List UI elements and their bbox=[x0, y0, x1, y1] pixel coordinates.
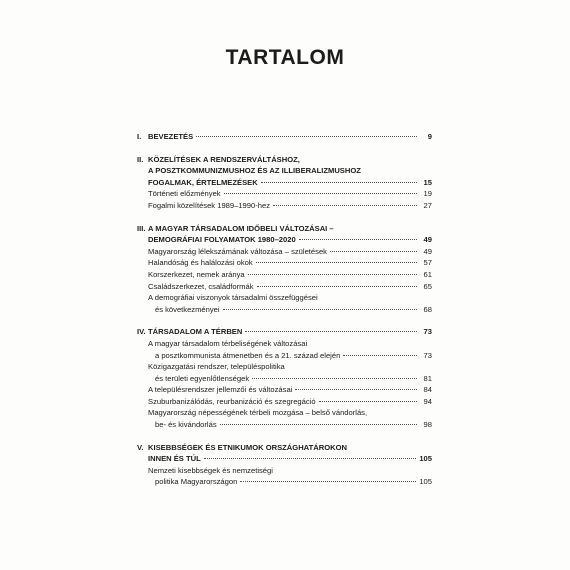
toc-page-number: 81 bbox=[423, 373, 432, 383]
toc-entry-text: Magyarország lélekszámának változása – születések bbox=[148, 246, 327, 256]
dot-leader bbox=[240, 481, 416, 482]
toc-entry-text: Magyarország népességének térbeli mozgása – belső vándorlás, bbox=[148, 408, 368, 418]
dot-leader bbox=[330, 251, 417, 252]
toc-entry bbox=[137, 407, 432, 419]
toc-section bbox=[137, 154, 432, 212]
toc-entry-text: TÁRSADALOM A TÉRBEN bbox=[148, 327, 243, 337]
toc-entry bbox=[137, 338, 432, 350]
dot-leader bbox=[273, 205, 417, 206]
toc-section-heading bbox=[137, 154, 432, 166]
toc-entry-text: Nemzeti kisebbségek és nemzetiségi bbox=[148, 465, 273, 475]
toc-page-number: 94 bbox=[423, 396, 432, 406]
dot-leader bbox=[256, 262, 417, 263]
dot-leader bbox=[299, 239, 417, 240]
dot-leader bbox=[252, 378, 417, 379]
toc-page-number: 84 bbox=[423, 385, 432, 395]
toc-entry-text: KÖZELÍTÉSEK A RENDSZERVÁLTÁSHOZ, bbox=[148, 154, 300, 164]
toc-entry-text: A POSZTKOMMUNIZMUSHOZ ÉS AZ ILLIBERALIZMUSHOZ bbox=[148, 166, 361, 176]
dot-leader bbox=[295, 389, 417, 390]
dot-leader bbox=[257, 286, 417, 287]
toc-section bbox=[137, 223, 432, 316]
toc-page-number: 15 bbox=[423, 177, 432, 187]
toc-section bbox=[137, 131, 432, 143]
section-numeral: II. bbox=[137, 154, 144, 164]
toc-entry bbox=[137, 465, 432, 477]
section-numeral: I. bbox=[137, 132, 142, 141]
toc-entry-text: BEVEZETÉS bbox=[148, 132, 194, 141]
toc-section-heading bbox=[137, 442, 432, 454]
section-numeral: IV. bbox=[137, 327, 146, 337]
dot-leader bbox=[196, 136, 417, 137]
toc-section-heading bbox=[137, 177, 432, 189]
dot-leader bbox=[245, 331, 417, 332]
dot-leader bbox=[220, 424, 417, 425]
page-title: TARTALOM bbox=[225, 46, 345, 69]
dot-leader bbox=[248, 274, 417, 275]
toc-entry bbox=[137, 373, 432, 385]
toc-section-heading bbox=[137, 131, 432, 143]
toc-entry-text: Családszerkezet, családformák bbox=[148, 281, 254, 291]
toc-entry-text: Korszerkezet, nemek aránya bbox=[148, 269, 245, 279]
toc-entry-text: A településrendszer jellemzői és változásai bbox=[148, 385, 293, 395]
toc-entry-text: A demográfiai viszonyok társadalmi összefüggései bbox=[148, 293, 318, 303]
toc-entry bbox=[137, 200, 432, 212]
toc-page-number: 57 bbox=[423, 258, 432, 268]
toc-entry bbox=[137, 188, 432, 200]
toc-entry-text: és területi egyenlőtlenségek bbox=[155, 373, 250, 383]
toc-section-heading bbox=[137, 326, 432, 338]
toc-entry bbox=[137, 419, 432, 431]
toc-page-number: 105 bbox=[419, 477, 432, 487]
toc-entry-text: KISEBBSÉGEK ÉS ETNIKUMOK ORSZÁGHATÁROKON bbox=[148, 442, 347, 452]
toc-entry-text: politika Magyarországon bbox=[155, 477, 238, 487]
toc-entry bbox=[137, 304, 432, 316]
toc-entry bbox=[137, 257, 432, 269]
toc-page-number: 105 bbox=[419, 454, 432, 464]
section-numeral: III. bbox=[137, 223, 146, 233]
toc-section-heading bbox=[137, 234, 432, 246]
toc-page-number: 73 bbox=[423, 350, 432, 360]
table-of-contents bbox=[137, 131, 432, 499]
dot-leader bbox=[204, 458, 417, 459]
toc-entry-text: Halandóság és halálozási okok bbox=[148, 258, 253, 268]
toc-entry-text: és következményei bbox=[155, 304, 220, 314]
toc-entry bbox=[137, 476, 432, 488]
toc-page-number: 98 bbox=[423, 420, 432, 430]
toc-page-number: 9 bbox=[427, 132, 432, 141]
toc-section bbox=[137, 326, 432, 430]
toc-entry bbox=[137, 350, 432, 362]
toc-entry bbox=[137, 361, 432, 373]
toc-entry-text: FOGALMAK, ÉRTELMEZÉSEK bbox=[148, 177, 258, 187]
toc-entry bbox=[137, 281, 432, 293]
toc-entry-text: Történeti előzmények bbox=[148, 189, 221, 199]
toc-entry-text: INNEN ÉS TÚL bbox=[148, 454, 201, 464]
toc-page-number: 73 bbox=[423, 327, 432, 337]
toc-entry bbox=[137, 396, 432, 408]
toc-entry-text: be- és kivándorlás bbox=[155, 420, 217, 430]
toc-section-heading bbox=[137, 223, 432, 235]
toc-page-number: 49 bbox=[423, 246, 432, 256]
toc-entry-text: A magyar társadalom térbeliségének változásai bbox=[148, 338, 308, 348]
toc-section bbox=[137, 442, 432, 488]
toc-page-number: 61 bbox=[423, 269, 432, 279]
toc-page-number: 68 bbox=[423, 304, 432, 314]
toc-entry bbox=[137, 269, 432, 281]
toc-entry-text: Fogalmi közelítések 1989–1990-hez bbox=[148, 200, 270, 210]
toc-section-heading bbox=[137, 165, 432, 177]
toc-entry bbox=[137, 384, 432, 396]
toc-entry-text: Szuburbanizálódás, reurbanizáció és szegregáció bbox=[148, 396, 316, 406]
toc-entry bbox=[137, 292, 432, 304]
dot-leader bbox=[223, 309, 417, 310]
toc-entry bbox=[137, 246, 432, 258]
toc-entry-text: a posztkommunista átmenetben és a 21. század elején bbox=[155, 350, 341, 360]
section-numeral: V. bbox=[137, 442, 144, 452]
dot-leader bbox=[343, 355, 417, 356]
toc-page-number: 27 bbox=[423, 200, 432, 210]
toc-entry-text: Közigazgatási rendszer, településpolitika bbox=[148, 362, 285, 372]
toc-page-number: 49 bbox=[423, 235, 432, 245]
toc-page-number: 19 bbox=[423, 189, 432, 199]
toc-page-number: 65 bbox=[423, 281, 432, 291]
dot-leader bbox=[224, 193, 417, 194]
toc-entry-text: A MAGYAR TÁRSADALOM IDŐBELI VÁLTOZÁSAI – bbox=[148, 223, 334, 233]
toc-entry-text: DEMOGRÁFIAI FOLYAMATOK 1980–2020 bbox=[148, 235, 296, 245]
toc-section-heading bbox=[137, 453, 432, 465]
dot-leader bbox=[319, 401, 417, 402]
dot-leader bbox=[261, 182, 417, 183]
